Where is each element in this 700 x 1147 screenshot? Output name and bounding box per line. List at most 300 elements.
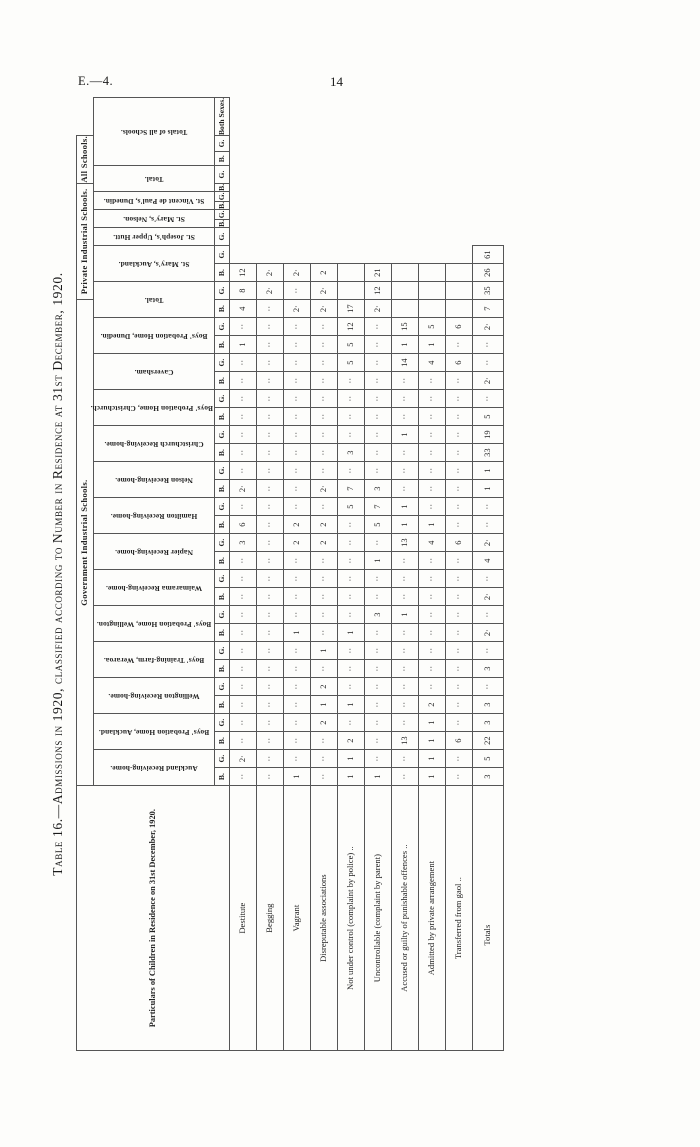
cell: 21 (365, 263, 392, 281)
row-label-private-arrangement: Admitted by private arrangement (419, 785, 446, 1050)
cell: ·· (284, 497, 311, 515)
cell: 14 (392, 353, 419, 371)
cell (419, 299, 446, 317)
col-st-josephs-upper-hutt: St. Joseph's, Upper Hutt. (94, 227, 215, 245)
sex-b-9: B. (215, 479, 230, 497)
page-number: 14 (330, 74, 343, 89)
sex-g-11: G. (215, 389, 230, 407)
cell: ·· (230, 371, 257, 389)
cell: 2· (257, 281, 284, 299)
col-hamilton-receiving-home: Hamilton Receiving-home. (94, 497, 215, 533)
cell: 6 (446, 731, 473, 749)
cell (419, 263, 446, 281)
sex-g-10: G. (215, 425, 230, 443)
cell: ·· (311, 317, 338, 335)
total-cell: 19 (473, 425, 504, 443)
cell: ·· (419, 677, 446, 695)
cell: ·· (311, 767, 338, 785)
sex-b-20: B. (215, 151, 230, 165)
cell: 2· (365, 299, 392, 317)
cell: ·· (365, 425, 392, 443)
cell: 1 (230, 335, 257, 353)
cell: 4 (419, 533, 446, 551)
col-caversham: Caversham. (94, 353, 215, 389)
cell: ·· (230, 623, 257, 641)
cell: ·· (284, 353, 311, 371)
cell: ·· (392, 677, 419, 695)
cell: ·· (257, 317, 284, 335)
row-label-accused-or-guilty: Accused or guilty of punishable offences .. (392, 785, 419, 1050)
cell: ·· (311, 749, 338, 767)
cell: ·· (446, 587, 473, 605)
row-label-disreputable-associations: Disreputable associations (311, 785, 338, 1050)
cell: ·· (392, 551, 419, 569)
cell: 1 (284, 623, 311, 641)
cell: ·· (419, 659, 446, 677)
cell: ·· (311, 587, 338, 605)
cell: 1 (311, 641, 338, 659)
cell: ·· (257, 335, 284, 353)
cell: 1 (284, 767, 311, 785)
cell: ·· (257, 425, 284, 443)
cell: ·· (338, 551, 365, 569)
admissions-table (76, 96, 504, 1050)
cell: ·· (446, 443, 473, 461)
sex-b-12: B. (215, 371, 230, 389)
cell: ·· (392, 695, 419, 713)
cell: ·· (392, 479, 419, 497)
total-cell: 2· (473, 623, 504, 641)
cell: ·· (419, 479, 446, 497)
cell: ·· (392, 623, 419, 641)
cell: ·· (257, 659, 284, 677)
cell: ·· (446, 371, 473, 389)
col-government-total: Total. (94, 281, 215, 317)
total-cell: 4 (473, 551, 504, 569)
cell: 1 (419, 335, 446, 353)
cell: ·· (338, 659, 365, 677)
cell: 1 (338, 623, 365, 641)
cell: 4 (419, 353, 446, 371)
total-cell: 22 (473, 731, 504, 749)
cell: ·· (257, 587, 284, 605)
total-cell: 7 (473, 299, 504, 317)
cell: 2 (311, 713, 338, 731)
cell: ·· (230, 353, 257, 371)
total-cell: 61 (473, 245, 504, 263)
sex-b-8: B. (215, 515, 230, 533)
cell: ·· (338, 515, 365, 533)
cell: ·· (284, 479, 311, 497)
cell: 6 (446, 353, 473, 371)
cell: ·· (392, 767, 419, 785)
both-sexes-header: Both Sexes. (215, 97, 230, 135)
row-label-transferred-from-gaol: Transferred from gaol .. (446, 785, 473, 1050)
sex-g-2: G. (215, 713, 230, 731)
cell: 12 (338, 317, 365, 335)
sex-b-17: B. (215, 219, 230, 228)
table-row (311, 97, 338, 1050)
col-wellington-receiving-home: Wellington Receiving-home. (94, 677, 215, 713)
cell: ·· (446, 623, 473, 641)
cell: ·· (392, 443, 419, 461)
cell: ·· (338, 677, 365, 695)
cell: ·· (338, 605, 365, 623)
cell: 1 (338, 695, 365, 713)
cell: ·· (446, 569, 473, 587)
total-cell: 2· (473, 587, 504, 605)
cell: ·· (338, 461, 365, 479)
cell: 5 (365, 515, 392, 533)
cell: ·· (365, 659, 392, 677)
cell: 2· (257, 263, 284, 281)
row-label-uncontrollable: Uncontrollable (complaint by parent) (365, 785, 392, 1050)
cell: ·· (284, 569, 311, 587)
cell: ·· (338, 389, 365, 407)
cell: ·· (257, 641, 284, 659)
cell: 2· (311, 281, 338, 299)
cell: 1 (419, 767, 446, 785)
cell: 1 (392, 515, 419, 533)
cell: ·· (230, 497, 257, 515)
cell: ·· (257, 749, 284, 767)
cell: ·· (365, 695, 392, 713)
group-header-government: Government Industrial Schools. (77, 299, 94, 785)
cell: ·· (419, 407, 446, 425)
total-cell: 3 (473, 713, 504, 731)
cell (446, 281, 473, 299)
cell: ·· (338, 425, 365, 443)
cell: 1 (419, 749, 446, 767)
cell: ·· (419, 497, 446, 515)
cell: 1 (419, 731, 446, 749)
cell: ·· (419, 605, 446, 623)
cell: ·· (257, 569, 284, 587)
row-label-not-under-control: Not under control (complaint by police) .. (338, 785, 365, 1050)
cell: ·· (338, 641, 365, 659)
cell: ·· (230, 407, 257, 425)
cell: ·· (365, 677, 392, 695)
cell: 17 (338, 299, 365, 317)
sex-g-14: G. (215, 281, 230, 299)
cell: 12 (365, 281, 392, 299)
cell: ·· (446, 659, 473, 677)
cell: ·· (446, 515, 473, 533)
cell: ·· (257, 695, 284, 713)
cell: 1 (419, 713, 446, 731)
cell: 1 (338, 749, 365, 767)
cell: 2 (284, 533, 311, 551)
col-auckland-receiving-home: Auckland Receiving-home. (94, 749, 215, 785)
table-group-header-row (77, 97, 94, 1050)
total-cell: 1 (473, 479, 504, 497)
col-st-vincent-de-pauls-dunedin: St. Vincent de Paul's, Dunedin. (94, 191, 215, 209)
cell: ·· (257, 533, 284, 551)
cell: ·· (311, 371, 338, 389)
cell: ·· (257, 353, 284, 371)
cell: ·· (230, 695, 257, 713)
cell: 1 (392, 335, 419, 353)
table-row (230, 97, 257, 1050)
cell: 2 (311, 263, 338, 281)
cell: ·· (392, 389, 419, 407)
cell: 6 (230, 515, 257, 533)
sex-g-6: G. (215, 569, 230, 587)
cell: 2· (311, 479, 338, 497)
cell: ·· (365, 587, 392, 605)
cell: 1 (365, 767, 392, 785)
cell: ·· (230, 713, 257, 731)
cell: ·· (284, 551, 311, 569)
cell: ·· (311, 353, 338, 371)
cell: ·· (446, 425, 473, 443)
cell: ·· (284, 749, 311, 767)
cell: ·· (230, 443, 257, 461)
cell: ·· (284, 371, 311, 389)
cell: ·· (446, 551, 473, 569)
total-cell: 5 (473, 749, 504, 767)
total-cell: ·· (473, 497, 504, 515)
sex-b-10: B. (215, 443, 230, 461)
cell: 6 (446, 533, 473, 551)
cell: 5 (338, 335, 365, 353)
cell: ·· (338, 569, 365, 587)
cell: ·· (257, 515, 284, 533)
table-title: Table 16.—Admissions in 1920, classified according to Number in Residence at 31st December, 1920. (50, 271, 65, 876)
cell: ·· (284, 425, 311, 443)
cell: ·· (284, 731, 311, 749)
cell: ·· (392, 461, 419, 479)
cell: ·· (284, 443, 311, 461)
cell: ·· (257, 389, 284, 407)
table-body (230, 97, 504, 1050)
total-cell: 3 (473, 659, 504, 677)
group-header-private: Private Industrial Schools. (77, 183, 94, 300)
cell: 2· (230, 749, 257, 767)
col-christchurch-receiving-home: Christchurch Receiving-home. (94, 425, 215, 461)
col-boys-probation-home-auckland: Boys' Probation Home, Auckland. (94, 713, 215, 749)
table-totals-row (473, 97, 504, 1050)
document-code: E.—4. (78, 74, 114, 88)
cell: ·· (311, 335, 338, 353)
cell: ·· (419, 461, 446, 479)
cell: ·· (257, 461, 284, 479)
cell: ·· (257, 299, 284, 317)
row-label-begging: Begging (257, 785, 284, 1050)
cell: 2 (311, 533, 338, 551)
cell: ·· (446, 605, 473, 623)
cell: ·· (419, 623, 446, 641)
cell: ·· (419, 587, 446, 605)
sex-g-15: G. (215, 245, 230, 263)
cell: ·· (284, 659, 311, 677)
cell: ·· (338, 713, 365, 731)
cell: ·· (230, 389, 257, 407)
cell: ·· (257, 497, 284, 515)
cell: ·· (230, 587, 257, 605)
sex-g-5: G. (215, 605, 230, 623)
cell: ·· (284, 335, 311, 353)
cell: ·· (311, 407, 338, 425)
cell: ·· (365, 353, 392, 371)
row-label-destitute: Destitute (230, 785, 257, 1050)
cell: 1 (338, 767, 365, 785)
cell: ·· (419, 425, 446, 443)
cell: ·· (365, 407, 392, 425)
cell: ·· (284, 713, 311, 731)
cell (392, 281, 419, 299)
cell: 1 (311, 695, 338, 713)
sex-b-6: B. (215, 587, 230, 605)
sex-g-17: G. (215, 209, 230, 218)
col-waimarama-receiving-home: Waimarama Receiving-home. (94, 569, 215, 605)
row-label-vagrant: Vagrant (284, 785, 311, 1050)
cell: ·· (446, 713, 473, 731)
cell: ·· (446, 461, 473, 479)
cell: ·· (446, 389, 473, 407)
cell: ·· (257, 605, 284, 623)
total-cell: ·· (473, 389, 504, 407)
cell: ·· (392, 659, 419, 677)
cell: 13 (392, 533, 419, 551)
cell: ·· (257, 713, 284, 731)
cell: ·· (338, 587, 365, 605)
cell: ·· (284, 317, 311, 335)
cell: 1 (365, 551, 392, 569)
cell: 4 (230, 299, 257, 317)
sex-b-14: B. (215, 299, 230, 317)
sex-g-12: G. (215, 353, 230, 371)
cell: ·· (392, 371, 419, 389)
cell: ·· (392, 569, 419, 587)
cell: 5 (419, 317, 446, 335)
cell: ·· (284, 641, 311, 659)
cell: ·· (446, 695, 473, 713)
cell: ·· (311, 605, 338, 623)
sex-g-4: G. (215, 641, 230, 659)
cell: ·· (392, 713, 419, 731)
cell: ·· (257, 623, 284, 641)
cell: ·· (419, 641, 446, 659)
cell: ·· (311, 497, 338, 515)
sex-g-9: G. (215, 461, 230, 479)
total-cell: ·· (473, 641, 504, 659)
cell: ·· (365, 569, 392, 587)
cell: ·· (419, 371, 446, 389)
particulars-header: Particulars of Children in Residence on 31st December, 1920. (77, 785, 230, 1050)
sex-g-20: G. (215, 135, 230, 151)
cell: 2· (284, 299, 311, 317)
cell: 1 (419, 515, 446, 533)
cell: 2 (311, 515, 338, 533)
cell: ·· (230, 767, 257, 785)
cell: ·· (284, 461, 311, 479)
cell (392, 263, 419, 281)
cell: ·· (311, 659, 338, 677)
sex-b-3: B. (215, 695, 230, 713)
group-header-all: All Schools. (77, 135, 94, 183)
cell: ·· (257, 443, 284, 461)
cell (338, 281, 365, 299)
cell: 7 (338, 479, 365, 497)
total-cell: 3 (473, 695, 504, 713)
cell: ·· (311, 425, 338, 443)
total-cell: ·· (473, 515, 504, 533)
cell: 15 (392, 317, 419, 335)
col-totals-all-schools: Totals of all Schools. (94, 97, 215, 166)
col-napier-receiving-home: Napier Receiving-home. (94, 533, 215, 569)
cell: 12 (230, 263, 257, 281)
table-row (257, 97, 284, 1050)
cell: ·· (230, 605, 257, 623)
cell: ·· (446, 497, 473, 515)
total-cell: 2· (473, 533, 504, 551)
cell: 3 (230, 533, 257, 551)
total-cell: ·· (473, 353, 504, 371)
cell: ·· (311, 461, 338, 479)
cell: ·· (284, 281, 311, 299)
cell: ·· (338, 371, 365, 389)
cell: ·· (311, 389, 338, 407)
sex-b-15: B. (215, 263, 230, 281)
sex-b-19: B. (215, 183, 230, 192)
table-row (392, 97, 419, 1050)
total-cell: 3 (473, 767, 504, 785)
col-st-marys-nelson: St. Mary's, Nelson. (94, 209, 215, 227)
cell: ·· (311, 551, 338, 569)
cell: 8 (230, 281, 257, 299)
cell (338, 263, 365, 281)
cell: ·· (365, 317, 392, 335)
cell: ·· (230, 677, 257, 695)
sex-g-19: G. (215, 165, 230, 182)
cell: ·· (230, 731, 257, 749)
total-cell: 1 (473, 461, 504, 479)
cell: ·· (419, 569, 446, 587)
cell: ·· (338, 407, 365, 425)
cell: 3 (365, 605, 392, 623)
cell: ·· (392, 749, 419, 767)
cell: 5 (338, 497, 365, 515)
table-row (419, 97, 446, 1050)
cell: ·· (257, 677, 284, 695)
sex-b-5: B. (215, 623, 230, 641)
cell (446, 299, 473, 317)
cell: ·· (311, 623, 338, 641)
table-row (338, 97, 365, 1050)
cell: ·· (284, 677, 311, 695)
cell: 5 (338, 353, 365, 371)
sex-g-16: G. (215, 227, 230, 245)
cell: ·· (257, 371, 284, 389)
cell: ·· (284, 695, 311, 713)
table-row (446, 97, 473, 1050)
cell: ·· (311, 443, 338, 461)
cell (419, 281, 446, 299)
cell: 2 (284, 515, 311, 533)
cell: 1 (392, 497, 419, 515)
col-boys-training-farm-weraroa: Boys' Training-farm, Weraroa. (94, 641, 215, 677)
cell: 1 (392, 425, 419, 443)
cell: 13 (392, 731, 419, 749)
cell: ·· (419, 389, 446, 407)
sex-g-13: G. (215, 317, 230, 335)
cell: ·· (446, 479, 473, 497)
col-private-total: Total. (94, 165, 215, 191)
cell: ·· (230, 425, 257, 443)
sex-b-7: B. (215, 551, 230, 569)
cell: 2· (284, 263, 311, 281)
